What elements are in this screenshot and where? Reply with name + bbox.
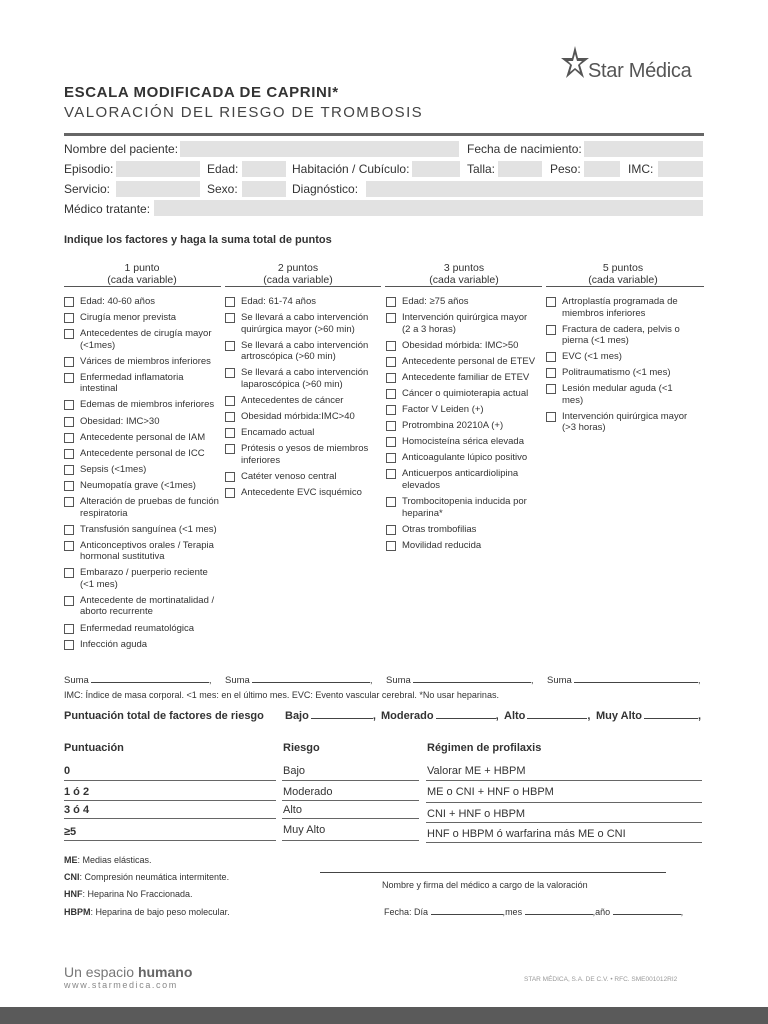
risk-factor-item [386,340,538,352]
risk-factor-label: Enfermedad reumatológica [80,622,195,634]
risk-column-2-puntos [225,296,377,503]
suma-4: Suma , [547,675,701,686]
table-line [282,840,419,841]
risk-factor-item [64,372,222,395]
risk-factor-item [64,524,222,536]
table-line [64,818,276,819]
risk-factor-checkbox[interactable] [386,389,396,399]
risk-factor-checkbox[interactable] [64,297,74,307]
column-per: (cada variable) [588,274,658,286]
risk-factor-checkbox[interactable] [64,596,74,606]
risk-factor-checkbox[interactable] [225,412,235,422]
risk-factor-label: Prótesis o yesos de miembros inferiores [241,443,369,466]
legend-abbr: HBPM [64,907,91,917]
risk-factor-item [64,639,222,651]
label-edad: Edad: [207,162,239,176]
suma-label: Suma [225,675,250,686]
risk-factor-label: Neumopatía grave (<1mes) [80,479,196,491]
risk-bajo: Bajo , [285,710,376,722]
table-cell-risk: Moderado [283,786,333,798]
risk-factor-checkbox[interactable] [64,640,74,650]
label-fecha-nacimiento: Fecha de nacimiento: [467,142,582,156]
legend-abbr: HNF [64,889,83,899]
risk-factor-item [64,464,222,476]
risk-factor-label: Lesión medular aguda (<1 mes) [562,383,673,406]
risk-factor-item [386,404,538,416]
risk-factor-item [546,296,696,319]
legend-item [64,872,229,882]
field-diagnostico[interactable] [366,181,703,197]
risk-factor-label: Otras trombofilias [402,523,477,535]
risk-factor-item [225,427,377,439]
column-points: 1 punto [124,262,160,274]
risk-factor-label: Trombocitopenia inducida por heparina* [402,496,527,519]
risk-factor-checkbox[interactable] [64,449,74,459]
risk-alto: Alto , [504,710,591,722]
risk-factor-label: Artroplastía programada de miembros inferiores [562,296,678,319]
label-diagnostico: Diagnóstico: [292,182,359,196]
tagline-bold: humano [137,964,193,980]
risk-factor-label: Infección aguda [80,638,148,650]
table-line [426,822,702,823]
table-line [282,780,419,781]
label-talla: Talla: [467,162,496,176]
risk-factor-item [64,399,222,411]
risk-factor-item [64,448,222,460]
risk-factor-checkbox[interactable] [386,341,396,351]
risk-factor-item [64,595,222,618]
risk-factor-label: Cáncer o quimioterapia actual [402,387,529,399]
risk-factor-checkbox[interactable] [64,525,74,535]
risk-alto-input[interactable] [527,708,587,719]
column-rule [546,286,704,287]
risk-factor-label: Anticoagulante lúpico positivo [402,452,528,464]
label-habitacion: Habitación / Cubículo: [292,162,410,176]
table-line [282,800,419,801]
field-fecha-nacimiento[interactable] [584,141,703,157]
risk-factor-checkbox[interactable] [225,297,235,307]
risk-factor-checkbox[interactable] [546,352,556,362]
field-habitacion[interactable] [412,161,460,177]
total-label: Puntuación total de factores de riesgo [64,710,264,722]
risk-factor-item [546,351,696,363]
risk-factor-label: Catéter venoso central [241,470,337,482]
risk-factor-label: Antecedentes de cáncer [241,394,344,406]
risk-factor-label: Antecedente familiar de ETEV [402,371,530,383]
column-rule [385,286,542,287]
suma-input[interactable] [574,674,698,683]
table-line [282,818,419,819]
risk-factor-label: Antecedente personal de ICC [80,447,205,459]
form-title: ESCALA MODIFICADA DE CAPRINI* [64,84,339,101]
table-cell-risk: Bajo [283,765,306,777]
risk-column-5-puntos [546,296,696,439]
risk-factor-checkbox[interactable] [546,384,556,394]
table-header-puntuacion: Puntuación [64,742,124,754]
star-medica-logo [558,44,708,86]
risk-factor-item [64,416,222,428]
suma-input[interactable] [252,674,370,683]
field-talla[interactable] [498,161,542,177]
fecha-dia-input[interactable] [431,906,503,915]
risk-factor-label: Embarazo / puerperio reciente (<1 mes) [80,567,208,590]
risk-factor-item [64,480,222,492]
legend-abbr: ME [64,855,78,865]
risk-factor-item [386,452,538,464]
risk-factor-checkbox[interactable] [546,297,556,307]
risk-factor-label: Antecedente personal de ETEV [402,355,536,367]
risk-factor-item [225,367,377,390]
risk-factor-checkbox[interactable] [546,412,556,422]
table-cell-score: 0 [64,765,71,777]
suma-input[interactable] [91,674,209,683]
risk-factor-checkbox[interactable] [225,444,235,454]
risk-factor-item [546,367,696,379]
risk-factor-label: Factor V Leiden (+) [402,404,484,416]
risk-factor-item [386,540,538,552]
legend-item [64,907,230,917]
fecha-anio-input[interactable] [613,906,681,915]
risk-factor-item [386,372,538,384]
risk-factor-label: Obesidad mórbida: IMC>50 [402,339,519,351]
risk-factor-checkbox[interactable] [386,525,396,535]
risk-factor-item [386,436,538,448]
risk-factor-label: Intervención quirúrgica mayor (>3 horas) [562,410,688,434]
risk-factor-checkbox[interactable] [64,373,74,383]
risk-factor-label: Homocisteína sérica elevada [402,436,524,448]
instructions: Indique los factores y haga la suma total de puntos [64,234,332,246]
field-medico[interactable] [154,200,703,216]
risk-factor-item [386,388,538,400]
column-rule [64,286,221,287]
table-line [426,780,702,781]
risk-factor-checkbox[interactable] [386,297,396,307]
risk-moderado: Moderado , [381,710,499,722]
risk-factor-item [386,420,538,432]
table-cell-score: 1 ó 2 [64,786,90,798]
risk-factor-label: Cirugía menor prevista [80,312,177,324]
risk-factor-item [64,540,222,563]
table-cell-score: ≥5 [64,826,77,838]
risk-factor-checkbox[interactable] [64,400,74,410]
field-servicio[interactable] [116,181,200,197]
risk-factor-label: Obesidad: IMC>30 [80,415,160,427]
risk-factor-checkbox[interactable] [64,481,74,491]
column-points: 5 puntos [602,262,644,274]
table-line [64,840,276,841]
risk-factor-item [546,324,696,347]
risk-factor-item [386,312,538,335]
risk-factor-checkbox[interactable] [386,469,396,479]
risk-factor-checkbox[interactable] [386,497,396,507]
risk-factor-item [64,623,222,635]
risk-factor-label: Se llevará a cabo intervención quirúrgica mayor (>60 min) [241,312,369,335]
abbreviations-note: IMC: Índice de masa corporal. <1 mes: en el último mes. EVC: Evento vascular cerebral. *No usar heparinas. [64,690,499,700]
risk-factor-label: Movilidad reducida [402,539,482,551]
table-cell-regimen: Valorar ME + HBPM [427,765,526,777]
legend-item [64,889,193,899]
risk-factor-checkbox[interactable] [386,421,396,431]
risk-factor-checkbox[interactable] [546,368,556,378]
column-per: (cada variable) [263,274,333,286]
risk-factor-item [225,395,377,407]
risk-factor-checkbox[interactable] [64,465,74,475]
risk-factor-checkbox[interactable] [225,341,235,351]
risk-factor-item [225,411,377,423]
field-imc[interactable] [658,161,703,177]
legend-text: : Compresión neumática intermitente. [79,872,230,882]
risk-factor-label: Antecedente EVC isquémico [241,486,362,498]
risk-factor-label: Enfermedad inflamatoria intestinal [80,371,184,395]
field-nombre[interactable] [180,141,459,157]
suma-3: Suma , [386,675,534,686]
risk-factor-item [225,471,377,483]
legend-item [64,855,152,865]
risk-factor-label: Várices de miembros inferiores [80,355,211,367]
risk-moderado-label: Moderado [381,710,434,722]
suma-1: Suma , [64,675,212,686]
risk-factor-checkbox[interactable] [386,541,396,551]
risk-factor-label: Edad: 61-74 años [241,296,317,307]
risk-factor-checkbox[interactable] [386,357,396,367]
field-episodio[interactable] [116,161,200,177]
risk-factor-checkbox[interactable] [64,497,74,507]
risk-factor-label: Antecedentes de cirugía mayor (<1mes) [80,328,212,351]
suma-2: Suma , [225,675,373,686]
risk-factor-item [225,296,377,308]
risk-factor-label: Anticuerpos anticardiolipina elevados [402,468,519,491]
header-rule [64,133,704,136]
risk-bajo-input[interactable] [311,708,373,719]
signature-label: Nombre y firma del médico a cargo de la valoración [382,880,588,890]
column-points: 2 puntos [277,262,319,274]
suma-label: Suma [547,675,572,686]
legend-text: : Heparina de bajo peso molecular. [90,907,230,917]
risk-factor-item [225,443,377,466]
signature-line[interactable] [320,872,666,873]
column-points: 3 puntos [443,262,485,274]
anio-label: año [595,907,611,917]
risk-factor-checkbox[interactable] [64,568,74,578]
table-cell-regimen: ME o CNI + HNF o HBPM [427,786,554,798]
risk-factor-item [546,383,696,406]
risk-column-3-puntos [386,296,538,556]
risk-factor-item [546,411,696,434]
risk-factor-label: Protrombina 20210A (+) [402,420,504,432]
risk-column-1-punto [64,296,222,655]
risk-factor-checkbox[interactable] [64,541,74,551]
label-sexo: Sexo: [207,182,238,196]
table-line [64,780,276,781]
table-line [426,802,702,803]
field-peso[interactable] [584,161,620,177]
risk-factor-checkbox[interactable] [386,405,396,415]
risk-muy-alto: Muy Alto , [596,710,702,722]
column-header-1 [67,262,217,286]
legend-text: : Heparina No Fraccionada. [82,889,193,899]
label-medico: Médico tratante: [64,202,151,216]
risk-factor-item [64,356,222,368]
company-rfc: STAR MÉDICA, S.A. DE C.V. • RFC. SME001012RI2 [524,976,678,983]
risk-factor-label: Antecedente personal de IAM [80,431,206,443]
risk-factor-item [225,340,377,363]
risk-factor-label: Se llevará a cabo intervención laparoscópica (>60 min) [241,367,369,390]
risk-factor-label: Se llevará a cabo intervención artroscópica (>60 min) [241,339,369,363]
column-per: (cada variable) [107,274,177,286]
suma-label: Suma [64,675,89,686]
label-nombre: Nombre del paciente: [64,142,179,156]
risk-factor-checkbox[interactable] [386,453,396,463]
risk-factor-item [64,567,222,590]
signature-date: Fecha: Día ,mes ,año , [384,907,684,917]
risk-factor-item [64,312,222,324]
risk-factor-item [225,312,377,335]
mes-label: mes [505,907,523,917]
table-cell-risk: Muy Alto [283,824,326,836]
label-servicio: Servicio: [64,182,111,196]
risk-factor-item [64,296,222,308]
suma-label: Suma [386,675,411,686]
risk-factor-label: Anticonceptivos orales / Terapia hormonal sustitutiva [80,539,214,563]
risk-factor-label: Antecedente de mortinatalidad / aborto recurrente [80,594,215,618]
risk-muy-alto-label: Muy Alto [596,710,643,722]
risk-factor-item [225,487,377,499]
table-header-riesgo: Riesgo [283,742,320,754]
label-imc: IMC: [628,162,654,176]
fecha-label: Fecha: Día [384,907,429,917]
risk-factor-item [386,524,538,536]
risk-factor-label: Encamado actual [241,427,315,439]
table-header-regimen: Régimen de profilaxis [427,742,542,754]
risk-factor-checkbox[interactable] [546,325,556,335]
risk-factor-label: Fractura de cadera, pelvis o pierna (<1 mes) [562,323,680,347]
table-cell-regimen: CNI + HNF o HBPM [427,808,526,820]
legend-abbr: CNI [64,872,80,882]
risk-factor-checkbox[interactable] [64,417,74,427]
risk-factor-checkbox[interactable] [64,624,74,634]
tagline-text: Un espacio [64,964,138,980]
risk-muy-alto-input[interactable] [644,708,698,719]
column-header-4 [548,262,698,286]
risk-factor-checkbox[interactable] [225,472,235,482]
risk-factor-checkbox[interactable] [386,437,396,447]
risk-factor-checkbox[interactable] [225,488,235,498]
column-per: (cada variable) [429,274,499,286]
form-subtitle: VALORACIÓN DEL RIESGO DE TROMBOSIS [64,104,424,121]
risk-factor-checkbox[interactable] [64,329,74,339]
label-peso: Peso: [550,162,581,176]
risk-factor-label: Sepsis (<1mes) [80,463,147,475]
risk-factor-label: Intervención quirúrgica mayor (2 a 3 horas) [402,312,528,335]
risk-factor-item [64,432,222,444]
bottom-bar [0,1007,768,1024]
risk-alto-label: Alto [504,710,526,722]
risk-factor-item [64,496,222,519]
risk-factor-label: Edad: 40-60 años [80,296,156,307]
column-rule [225,286,381,287]
table-line [426,842,702,843]
risk-factor-label: Edad: ≥75 años [402,296,469,307]
table-cell-risk: Alto [283,804,302,816]
risk-factor-label: Obesidad mórbida:IMC>40 [241,410,355,422]
risk-factor-label: Edemas de miembros inferiores [80,399,215,411]
risk-factor-checkbox[interactable] [225,428,235,438]
table-line [64,800,276,801]
risk-factor-checkbox[interactable] [386,313,396,323]
risk-factor-checkbox[interactable] [386,373,396,383]
legend-text: : Medias elásticas. [77,855,152,865]
table-cell-regimen: HNF o HBPM ó warfarina más ME o CNI [427,828,626,840]
table-cell-score: 3 ó 4 [64,804,90,816]
fecha-mes-input[interactable] [525,906,593,915]
risk-factor-item [386,496,538,519]
column-header-2 [223,262,373,286]
risk-factor-label: EVC (<1 mes) [562,351,622,363]
suma-input[interactable] [413,674,531,683]
risk-factor-label: Transfusión sanguínea (<1 mes) [80,523,217,535]
risk-factor-checkbox[interactable] [64,357,74,367]
star-logo-icon [560,44,590,84]
risk-factor-item [64,328,222,351]
label-episodio: Episodio: [64,162,114,176]
tagline [64,964,192,980]
field-edad[interactable] [242,161,286,177]
risk-factor-checkbox[interactable] [64,433,74,443]
risk-factor-checkbox[interactable] [64,313,74,323]
risk-factor-item [386,468,538,491]
risk-factor-checkbox[interactable] [225,313,235,323]
column-header-3 [389,262,539,286]
risk-factor-item [386,296,538,308]
risk-factor-checkbox[interactable] [225,368,235,378]
risk-bajo-label: Bajo [285,710,309,722]
risk-factor-label: Politraumatismo (<1 mes) [562,367,671,379]
website: www.starmedica.com [64,980,178,990]
risk-moderado-input[interactable] [436,708,496,719]
field-sexo[interactable] [242,181,286,197]
risk-factor-label: Alteración de pruebas de función respiratoria [80,496,219,519]
risk-factor-checkbox[interactable] [225,396,235,406]
risk-factor-item [386,356,538,368]
logo-text: Star Médica [588,60,692,82]
